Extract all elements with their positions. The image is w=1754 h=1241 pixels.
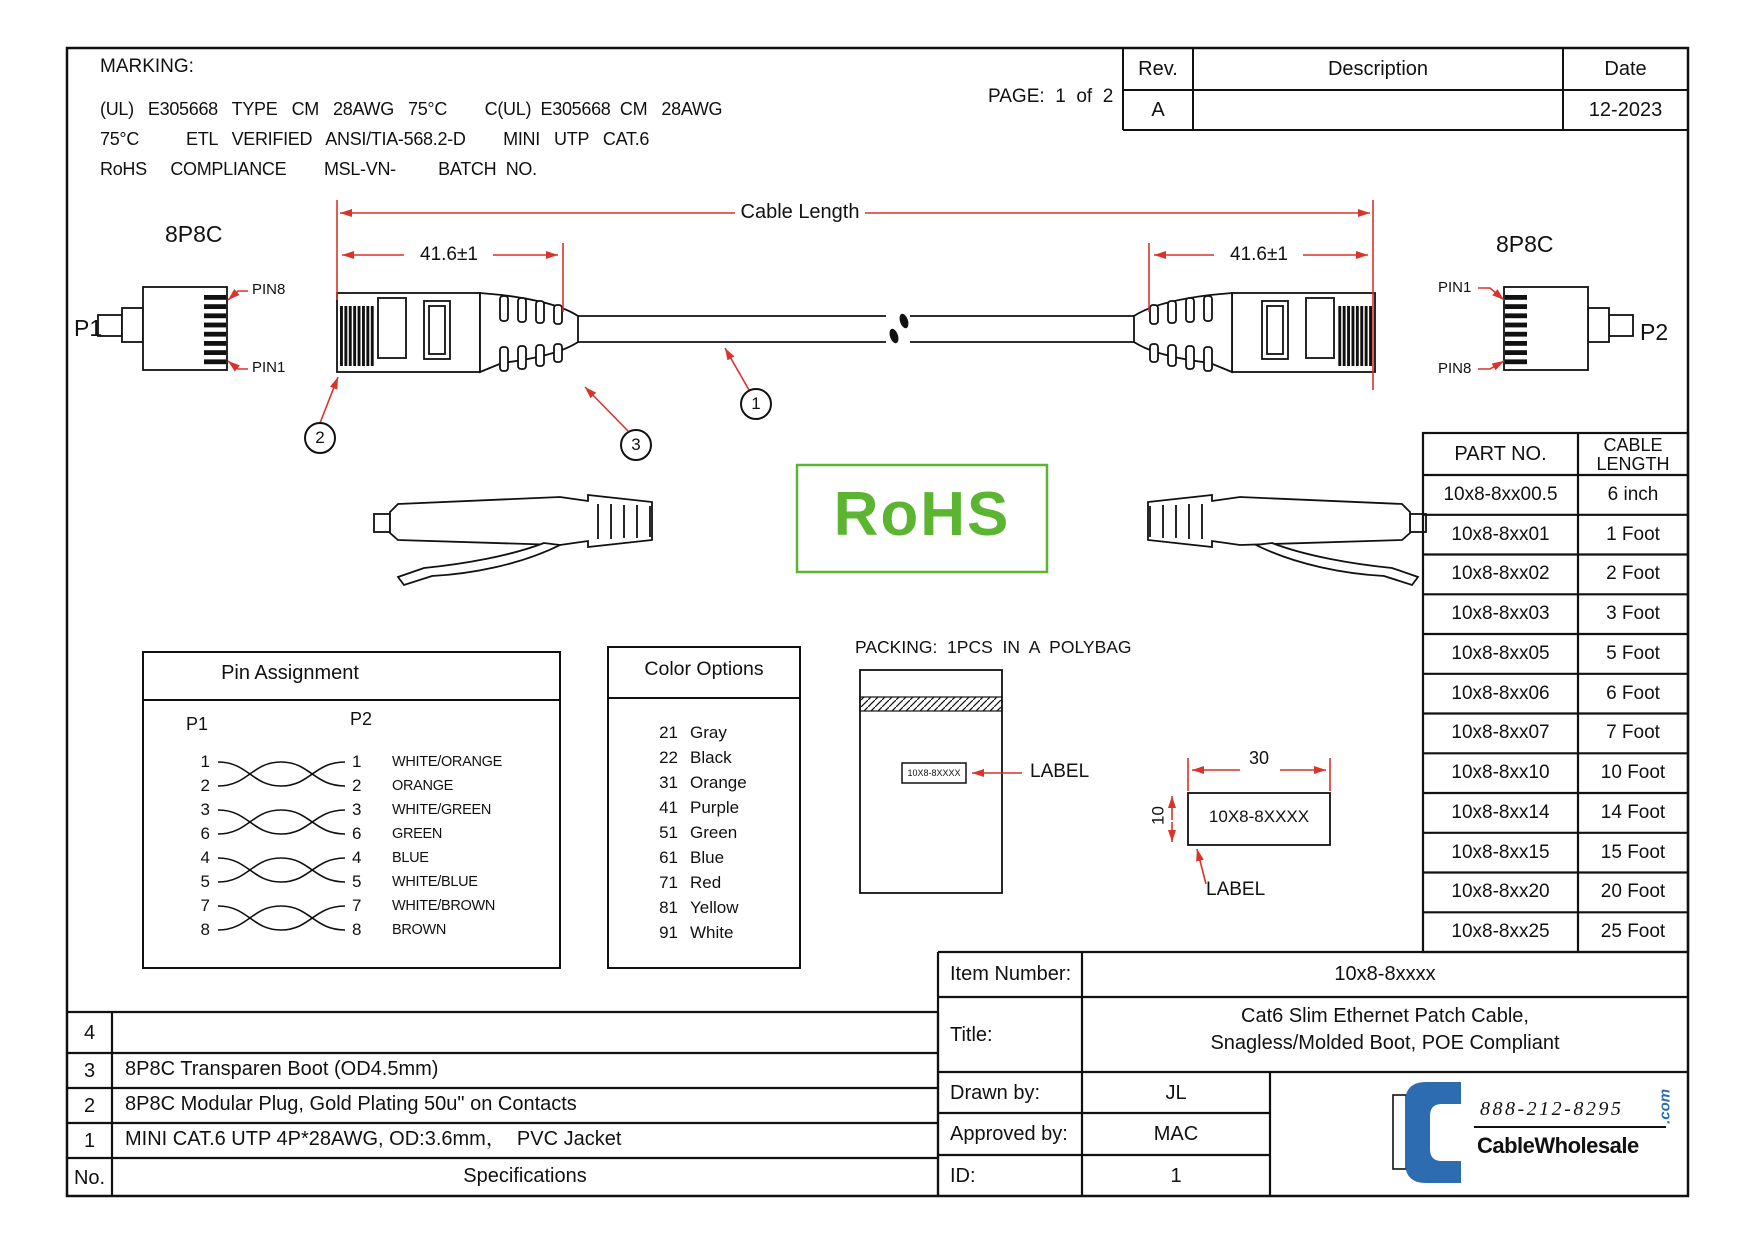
- label-callout-2: LABEL: [1206, 879, 1266, 900]
- cable-break-symbol: [888, 313, 910, 345]
- part-row-3-len: 3 Foot: [1606, 603, 1660, 624]
- page-label: PAGE: 1 of 2: [988, 86, 1114, 107]
- right-boot-side-view: [1148, 495, 1426, 585]
- pin-right-7: 8: [352, 920, 362, 939]
- part-row-0-no: 10x8-8xx00.5: [1443, 484, 1558, 505]
- title-value-line1: Cat6 Slim Ethernet Patch Cable,: [1241, 1005, 1529, 1027]
- label-callout-1: LABEL: [1030, 761, 1090, 782]
- pin-left-1: 2: [200, 776, 210, 795]
- title-value-line2: Snagless/Molded Boot, POE Compliant: [1210, 1032, 1560, 1054]
- label-dim-text: 10X8-8XXXX: [1208, 807, 1310, 826]
- connector-type-left: 8P8C: [165, 221, 223, 247]
- left-connector-front-view: [98, 287, 227, 370]
- label-height-dim: 10: [1148, 806, 1168, 825]
- wire-color-4: BLUE: [392, 850, 429, 866]
- marking-title: MARKING:: [100, 56, 194, 77]
- wire-color-3: GREEN: [392, 826, 443, 842]
- item-number-label: Item Number:: [950, 963, 1072, 985]
- id-value: 1: [1170, 1165, 1182, 1187]
- pin-p2-header: P2: [350, 709, 373, 729]
- pin1-left-label: PIN1: [252, 359, 286, 376]
- spec-footer-no: No.: [73, 1167, 106, 1189]
- color-name-0: Gray: [690, 723, 727, 742]
- part-row-2-len: 2 Foot: [1606, 563, 1660, 584]
- date-header: Date: [1604, 58, 1647, 80]
- part-row-10-len: 20 Foot: [1600, 881, 1666, 902]
- wire-color-1: ORANGE: [392, 778, 454, 794]
- callout-2: 2: [315, 428, 325, 447]
- pin-right-6: 7: [352, 896, 362, 915]
- right-connector-front-view: [1504, 287, 1633, 370]
- drawn-by-label: Drawn by:: [950, 1082, 1041, 1104]
- color-code-0: 21: [659, 723, 678, 742]
- pin-left-5: 5: [200, 872, 210, 891]
- dim-right: 41.6±1: [1215, 244, 1303, 265]
- part-row-0-len: 6 inch: [1607, 484, 1659, 505]
- approved-by-value: MAC: [1153, 1123, 1199, 1145]
- pin-left-2: 3: [200, 800, 210, 819]
- wire-color-6: WHITE/BROWN: [392, 898, 496, 914]
- marking-line-3: RoHS COMPLIANCE MSL-VN- BATCH NO.: [100, 159, 537, 179]
- pin-left-0: 1: [200, 752, 210, 771]
- pin-right-2: 3: [352, 800, 362, 819]
- polybag-label-text: 10X8-8XXXX: [907, 768, 961, 778]
- cable-length-header-2: LENGTH: [1596, 454, 1670, 474]
- rev-header: Rev.: [1138, 58, 1178, 80]
- spec-row-3-text: 8P8C Transparen Boot (OD4.5mm): [125, 1058, 439, 1080]
- logo-tld: .com: [1656, 1088, 1674, 1124]
- spec-row-1-no: 1: [83, 1130, 96, 1152]
- part-no-header: PART NO.: [1454, 443, 1547, 465]
- left-plug-side-view: [337, 293, 578, 372]
- connector-type-right: 8P8C: [1496, 231, 1554, 257]
- color-name-3: Purple: [690, 798, 740, 817]
- wire-color-5: WHITE/BLUE: [392, 874, 478, 890]
- rohs-label: RoHS: [833, 480, 1011, 549]
- approved-by-label: Approved by:: [950, 1123, 1068, 1145]
- logo-name: CableWholesale: [1477, 1133, 1639, 1158]
- pin-p1-header: P1: [186, 714, 209, 734]
- twisted-pairs: [218, 762, 345, 930]
- part-row-11-len: 25 Foot: [1600, 921, 1666, 942]
- title-label: Title:: [950, 1024, 993, 1046]
- part-row-7-no: 10x8-8xx10: [1451, 762, 1550, 783]
- color-name-4: Green: [690, 823, 738, 842]
- color-code-1: 22: [659, 748, 678, 767]
- color-name-6: Red: [690, 873, 722, 892]
- part-row-2-no: 10x8-8xx02: [1451, 563, 1550, 584]
- drawn-by-value: JL: [1165, 1082, 1187, 1104]
- cable-assembly: [98, 287, 1633, 372]
- pin-left-3: 6: [200, 824, 210, 843]
- pin-right-1: 2: [352, 776, 362, 795]
- dim-left: 41.6±1: [405, 244, 493, 265]
- part-row-6-len: 7 Foot: [1606, 722, 1660, 743]
- description-header: Description: [1327, 58, 1429, 80]
- part-row-8-no: 10x8-8xx14: [1451, 802, 1550, 823]
- color-code-3: 41: [659, 798, 678, 817]
- part-row-3-no: 10x8-8xx03: [1451, 603, 1550, 624]
- id-label: ID:: [950, 1165, 976, 1187]
- callout-circles: [305, 389, 771, 460]
- color-name-1: Black: [690, 748, 732, 767]
- pin-assignment-title: Pin Assignment: [221, 662, 359, 684]
- callout-3: 3: [631, 435, 641, 454]
- color-name-7: Yellow: [690, 898, 739, 917]
- pin-right-5: 5: [352, 872, 362, 891]
- p1-label: P1: [74, 315, 103, 341]
- callout-1: 1: [751, 394, 761, 413]
- pin1-right-label: PIN1: [1438, 279, 1472, 296]
- wire-color-0: WHITE/ORANGE: [392, 754, 502, 770]
- p2-label: P2: [1640, 319, 1669, 345]
- color-code-4: 51: [659, 823, 678, 842]
- spec-row-3-no: 3: [83, 1060, 96, 1082]
- pin8-left-label: PIN8: [252, 281, 286, 298]
- cable-length-header-1: CABLE: [1603, 435, 1663, 455]
- wire-color-7: BROWN: [392, 922, 447, 938]
- spec-footer-label: Specifications: [463, 1165, 587, 1187]
- title-block-lines: [938, 952, 1688, 1196]
- color-code-8: 91: [659, 923, 678, 942]
- part-row-1-len: 1 Foot: [1606, 524, 1660, 545]
- spec-row-2-text: 8P8C Modular Plug, Gold Plating 50u" on Contacts: [125, 1093, 577, 1115]
- cable-lines: [578, 316, 1134, 342]
- color-name-8: White: [690, 923, 734, 942]
- color-options-title: Color Options: [644, 658, 764, 680]
- part-row-4-no: 10x8-8xx05: [1451, 643, 1550, 664]
- pin8-right-label: PIN8: [1438, 360, 1472, 377]
- color-code-2: 31: [659, 773, 678, 792]
- left-boot-side-view: [374, 495, 652, 585]
- pin-right-4: 4: [352, 848, 362, 867]
- part-row-6-no: 10x8-8xx07: [1451, 722, 1550, 743]
- part-row-9-no: 10x8-8xx15: [1451, 842, 1550, 863]
- part-row-1-no: 10x8-8xx01: [1451, 524, 1550, 545]
- packing-text: PACKING: 1PCS IN A POLYBAG: [855, 637, 1132, 657]
- pin-left-7: 8: [200, 920, 210, 939]
- pin-left-4: 4: [200, 848, 210, 867]
- part-row-7-len: 10 Foot: [1600, 762, 1666, 783]
- polybag-drawing: [860, 670, 1022, 893]
- cable-length-label: Cable Length: [735, 201, 865, 223]
- pin-right-3: 6: [352, 824, 362, 843]
- label-width-dim: 30: [1248, 748, 1270, 768]
- color-code-6: 71: [659, 873, 678, 892]
- part-row-9-len: 15 Foot: [1600, 842, 1666, 863]
- logo-phone: 888-212-8295: [1480, 1098, 1624, 1120]
- part-row-11-no: 10x8-8xx25: [1451, 921, 1550, 942]
- rev-value: A: [1151, 99, 1165, 121]
- marking-line-2: 75°C ETL VERIFIED ANSI/TIA-568.2-D MINI UTP CAT.6: [100, 129, 650, 149]
- spec-row-1-text: MINI CAT.6 UTP 4P*28AWG, OD:3.6mm， PVC Jacket: [125, 1128, 622, 1150]
- spec-row-2-no: 2: [83, 1095, 96, 1117]
- wire-color-2: WHITE/GREEN: [392, 802, 492, 818]
- item-number-value: 10x8-8xxxx: [1334, 963, 1436, 985]
- color-name-2: Orange: [690, 773, 747, 792]
- pin-right-0: 1: [352, 752, 362, 771]
- color-code-7: 81: [659, 898, 678, 917]
- part-row-4-len: 5 Foot: [1606, 643, 1660, 664]
- spec-row-4-no: 4: [83, 1022, 96, 1044]
- color-code-5: 61: [659, 848, 678, 867]
- pin-left-6: 7: [200, 896, 210, 915]
- date-value: 12-2023: [1588, 99, 1663, 121]
- right-plug-side-view: [1134, 293, 1375, 372]
- part-row-5-len: 6 Foot: [1606, 683, 1660, 704]
- part-row-8-len: 14 Foot: [1600, 802, 1666, 823]
- part-row-10-no: 10x8-8xx20: [1451, 881, 1550, 902]
- color-name-5: Blue: [690, 848, 725, 867]
- part-row-5-no: 10x8-8xx06: [1451, 683, 1550, 704]
- marking-line-1: (UL) E305668 TYPE CM 28AWG 75°C C(UL) E305668 CM 28AWG: [100, 99, 723, 119]
